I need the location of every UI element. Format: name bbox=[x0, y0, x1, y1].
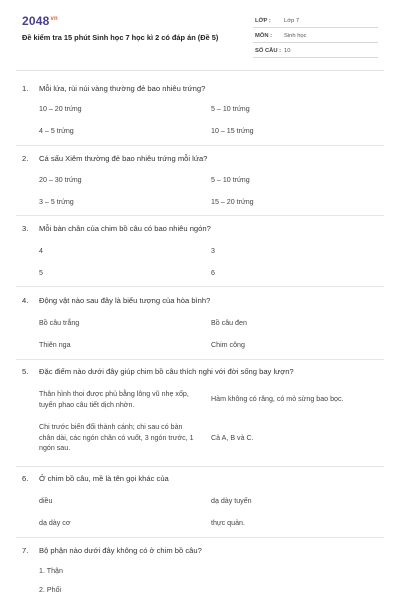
answer-option[interactable]: 1. Thận bbox=[39, 567, 63, 575]
question-divider bbox=[16, 466, 384, 467]
answer-option[interactable]: 2. Phổi bbox=[39, 586, 62, 594]
answer-option[interactable]: dạ dày tuyến bbox=[211, 497, 252, 505]
answer-option[interactable]: 6 bbox=[211, 269, 215, 277]
answer-option[interactable]: 10 – 15 trứng bbox=[211, 127, 254, 135]
question-number: 2. bbox=[22, 154, 29, 163]
header bbox=[0, 0, 400, 66]
answer-option[interactable]: diều bbox=[39, 497, 53, 505]
question-4 bbox=[22, 296, 210, 305]
brand-suffix: vn bbox=[50, 16, 58, 22]
question-5 bbox=[22, 367, 294, 376]
question-divider bbox=[16, 359, 384, 360]
meta-key: LỚP : bbox=[255, 18, 271, 24]
answer-option[interactable]: 5 – 10 trứng bbox=[211, 176, 250, 184]
brand-name: 2048 bbox=[22, 14, 50, 28]
question-number: 4. bbox=[22, 296, 29, 305]
answer-option[interactable]: 10 – 20 trứng bbox=[39, 105, 82, 113]
answer-option[interactable]: dạ dày cơ bbox=[39, 519, 71, 527]
question-1 bbox=[22, 84, 205, 93]
meta-row-count bbox=[253, 44, 378, 58]
question-7 bbox=[22, 546, 202, 555]
question-text: Ở chim bồ câu, mề là tên gọi khác của bbox=[39, 474, 169, 483]
answer-option[interactable]: 5 bbox=[39, 269, 43, 277]
question-text: Mỗi bàn chân của chim bồ câu có bao nhiêu ngón? bbox=[39, 224, 211, 233]
answer-option[interactable]: 4 bbox=[39, 247, 43, 255]
question-6 bbox=[22, 474, 169, 483]
question-2 bbox=[22, 154, 207, 163]
answer-option[interactable]: 3 bbox=[211, 247, 215, 255]
brand-logo[interactable] bbox=[22, 14, 58, 28]
answer-option[interactable]: Cả A, B và C. bbox=[211, 434, 254, 442]
meta-value: 10 bbox=[284, 48, 291, 54]
question-number: 3. bbox=[22, 224, 29, 233]
meta-row-class bbox=[253, 14, 378, 28]
question-3 bbox=[22, 224, 211, 233]
answer-option[interactable]: 3 – 5 trứng bbox=[39, 198, 74, 206]
question-text: Đặc điểm nào dưới đây giúp chim bồ câu thích nghi với đời sống bay lượn? bbox=[39, 367, 294, 376]
question-number: 6. bbox=[22, 474, 29, 483]
answer-option[interactable]: Thiên nga bbox=[39, 341, 71, 349]
answer-option[interactable]: Chi trước biến đổi thành cánh; chi sau có bàn chân dài, các ngón chân có vuốt, 3 ngón trước, 1 ngón sau. bbox=[39, 423, 194, 452]
question-divider bbox=[16, 537, 384, 538]
answer-option[interactable]: 15 – 20 trứng bbox=[211, 198, 254, 206]
answer-option[interactable]: 4 – 5 trứng bbox=[39, 127, 74, 135]
question-divider bbox=[16, 215, 384, 216]
answer-option[interactable]: 5 – 10 trứng bbox=[211, 105, 250, 113]
question-text: Bộ phận nào dưới đây không có ở chim bồ câu? bbox=[39, 546, 202, 555]
question-text: Mỗi lứa, rùi núi vàng thường đẻ bao nhiêu trứng? bbox=[39, 84, 206, 93]
question-number: 5. bbox=[22, 367, 29, 376]
answer-option[interactable]: Bồ câu đen bbox=[211, 319, 247, 327]
answer-option[interactable]: Chim công bbox=[211, 341, 245, 349]
question-divider bbox=[16, 286, 384, 287]
meta-value: Sinh học bbox=[284, 33, 307, 39]
meta-key: SỐ CÂU : bbox=[255, 48, 282, 54]
question-text: Cá sấu Xiêm thường đẻ bao nhiêu trứng mỗi lứa? bbox=[39, 154, 208, 163]
answer-option[interactable]: 20 – 30 trứng bbox=[39, 176, 82, 184]
question-divider bbox=[16, 145, 384, 146]
question-number: 7. bbox=[22, 546, 29, 555]
document-title: Đề kiểm tra 15 phút Sinh học 7 học kì 2 có đáp án (Đề 5) bbox=[22, 33, 219, 42]
question-number: 1. bbox=[22, 84, 29, 93]
answer-option[interactable]: Thân hình thoi được phủ bằng lông vũ nhẹ xốp, tuyến phao câu tiết dịch nhờn. bbox=[39, 390, 189, 409]
question-text: Động vật nào sau đây là biểu tượng của hòa bình? bbox=[39, 296, 211, 305]
answer-option[interactable]: thực quản. bbox=[211, 519, 245, 527]
meta-key: MÔN : bbox=[255, 33, 273, 39]
answer-option[interactable]: Bồ câu trắng bbox=[39, 319, 80, 327]
answer-option[interactable]: Hàm không có răng, có mỏ sừng bao bọc. bbox=[211, 395, 344, 403]
header-divider bbox=[16, 70, 384, 71]
meta-row-subject bbox=[253, 29, 378, 43]
meta-value: Lớp 7 bbox=[284, 18, 300, 24]
